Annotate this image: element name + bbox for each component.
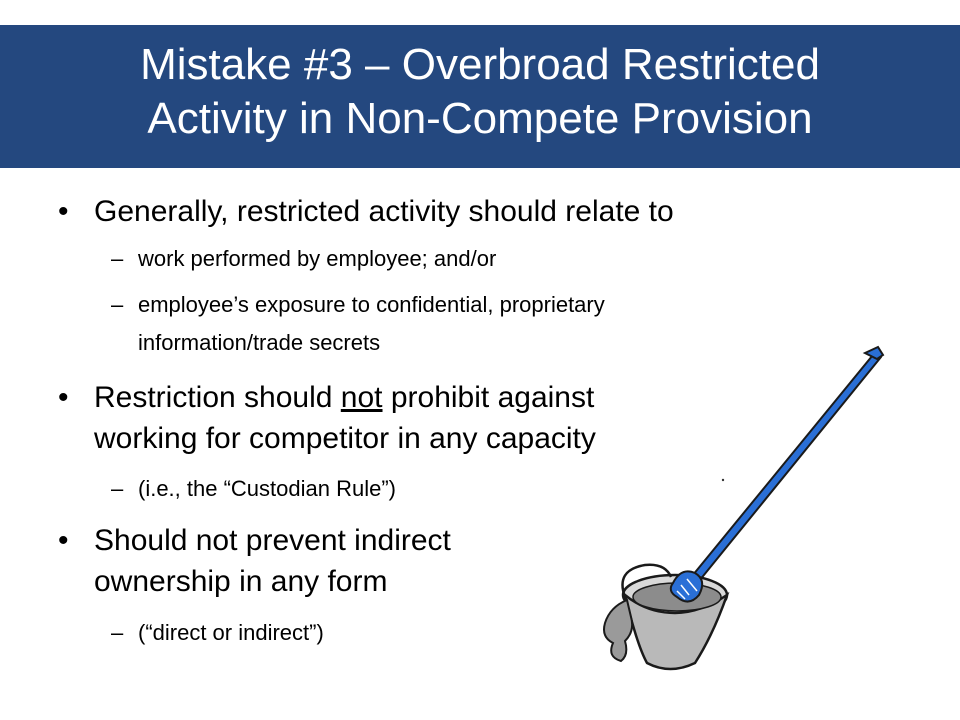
sub-dash: – [111,292,124,317]
bullet-text-post: prohibit against [382,381,595,414]
bullet-text: Generally, restricted activity should relate to [94,195,674,228]
bullet-text: ownership in any form [94,565,388,598]
sub-dash: – [111,246,124,271]
sub-text: (“direct or indirect”) [138,620,324,645]
bullet-restriction [58,379,595,417]
sub-dash: – [111,620,124,645]
bullet-dot: • [58,195,69,228]
mop-handle [688,347,883,586]
sub-dash: – [111,476,124,501]
bullet-dot: • [58,524,69,557]
sub-text: information/trade secrets [138,330,381,355]
bullet-generally [58,193,674,231]
bullet-text: working for competitor in any capacity [94,422,596,455]
bullet-dot: • [58,381,69,414]
title-line-2: Activity in Non-Compete Provision [147,94,813,143]
title-line-1: Mistake #3 – Overbroad Restricted [140,40,820,89]
sub-exposure [111,290,605,320]
sub-text: work performed by employee; and/or [138,246,497,271]
bullet-text-pre: Restriction should [94,381,341,414]
sub-custodian-rule [111,474,396,504]
bullet-ownership [58,522,451,560]
sub-direct-indirect [111,618,324,648]
bullet-ownership-cont [94,563,387,601]
sub-text: (i.e., the “Custodian Rule”) [138,476,396,501]
bullet-restriction-cont [94,420,596,458]
sub-work-performed [111,244,497,274]
sub-exposure-cont [138,328,380,358]
bullet-text: Should not prevent indirect [94,524,451,557]
sub-text: employee’s exposure to confidential, proprietary [138,292,605,317]
bullet-text-underlined: not [340,381,383,414]
mop-and-bucket-icon [585,345,885,675]
speck [722,479,724,481]
bucket [604,565,727,669]
